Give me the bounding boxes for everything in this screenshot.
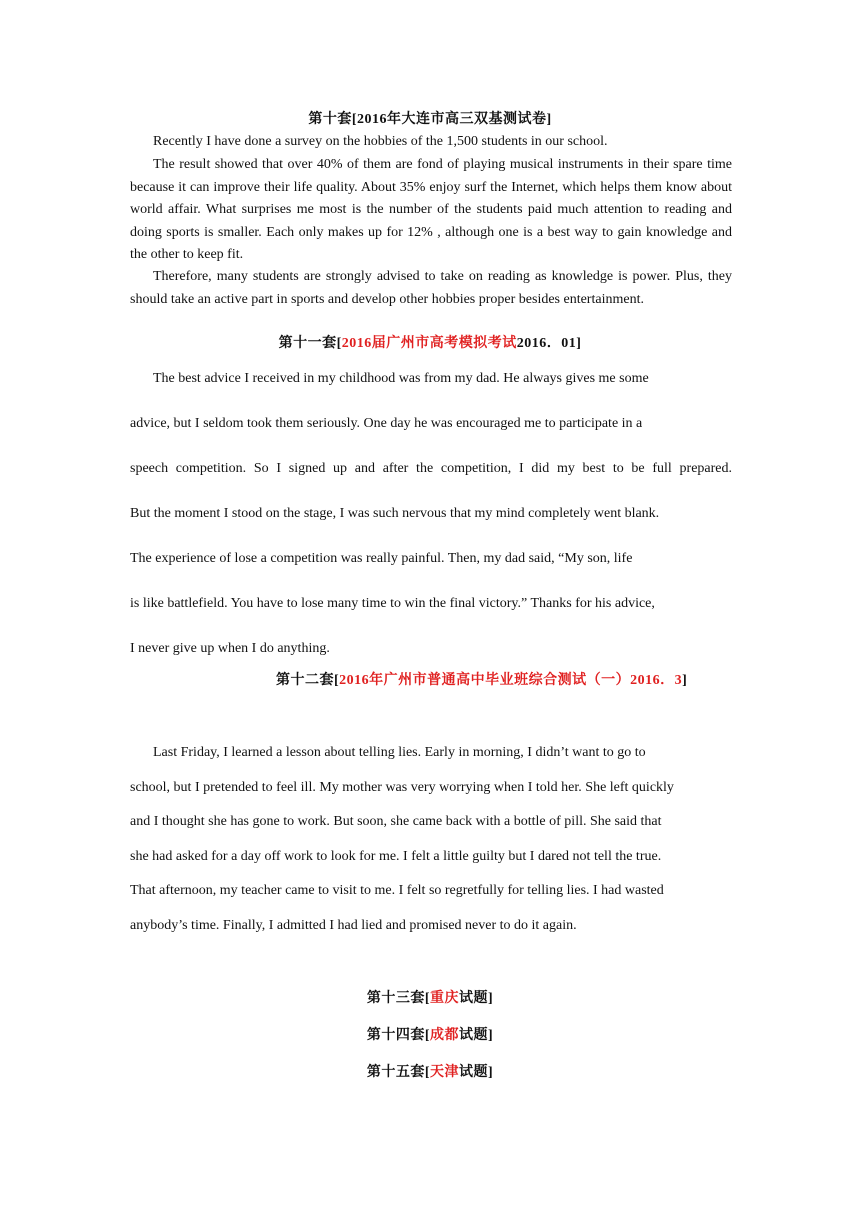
section-12-line: anybody’s time. Finally, I admitted I had lied and promised never to do it again. [130,918,577,933]
section-11-line: is like battlefield. You have to lose many time to win the final victory.” Thanks for his advice, [130,596,655,611]
title-prefix: 第十三套[ [366,991,430,1006]
section-11-line: speech competition. So I signed up and after the competition, I did my best to be full prepared. [130,461,732,476]
section-11-line: The experience of lose a competition was really painful. Then, my dad said, “My son, life [130,551,633,566]
section-14-title [0,1027,860,1045]
section-11-line: The best advice I received in my childhood was from my dad. He always gives me some [153,371,649,386]
section-11-line: I never give up when I do anything. [130,641,330,656]
title-date: 2016．01 [516,336,577,351]
title-highlight: 2016届广州市高考模拟考试 [341,336,517,351]
title-prefix: 第十五套[ [366,1065,430,1080]
section-13-title [0,990,860,1008]
title-highlight: 天津 [430,1065,459,1080]
title-suffix: ] [682,673,688,688]
section-15-title [0,1064,860,1082]
title-suffix: ] [546,112,552,127]
section-12-line: school, but I pretended to feel ill. My mother was very worrying when I told her. She left quickly [130,780,674,795]
title-highlight: 成都 [430,1028,459,1043]
title-suffix: 试题] [459,1028,494,1043]
section-10-title [0,111,860,129]
section-12-line: and I thought she has gone to work. But soon, she came back with a bottle of pill. She said that [130,814,662,829]
section-10-paragraph: Therefore, many students are strongly advised to take on reading as knowledge is power. Plus, they should take an active part in sports and develop other hobbies proper besides entertainment. [130,269,732,307]
section-10-paragraph: Recently I have done a survey on the hobbies of the 1,500 students in our school. [153,134,608,149]
title-main: 2016年大连市高三双基测试卷 [357,112,547,127]
title-highlight: 2016年广州市普通高中毕业班综合测试（一）2016．3 [339,673,683,688]
section-12-title [276,672,687,690]
section-12-line: she had asked for a day off work to look for me. I felt a little guilty but I dared not tell the true. [130,849,662,864]
title-suffix: ] [576,336,582,351]
section-10-paragraph: The result showed that over 40% of them are fond of playing musical instruments in their spare time because it can improve their life quality. About 35% enjoy surf the Internet, which helps them know about world affair. What surprises me most is the number of the students paid much attention to reading and doing sports is smaller. Each only makes up for 12% , although one is a best way to gain knowledge and the other to keep fit. [130,157,732,262]
section-12-line: That afternoon, my teacher came to visit to me. I felt so regretfully for telling lies. I had wasted [130,883,664,898]
section-11-title [0,335,860,353]
section-12-line: Last Friday, I learned a lesson about telling lies. Early in morning, I didn’t want to go to [153,745,646,760]
title-suffix: 试题] [459,1065,494,1080]
title-highlight: 重庆 [430,991,459,1006]
title-prefix: 第十二套[ [276,673,340,688]
section-11-line: advice, but I seldom took them seriously. One day he was encouraged me to participate in a [130,416,643,431]
title-prefix: 第十一套[ [278,336,342,351]
title-suffix: 试题] [459,991,494,1006]
section-11-line: But the moment I stood on the stage, I was such nervous that my mind completely went blank. [130,506,660,521]
title-prefix: 第十套[ [308,112,357,127]
title-prefix: 第十四套[ [366,1028,430,1043]
